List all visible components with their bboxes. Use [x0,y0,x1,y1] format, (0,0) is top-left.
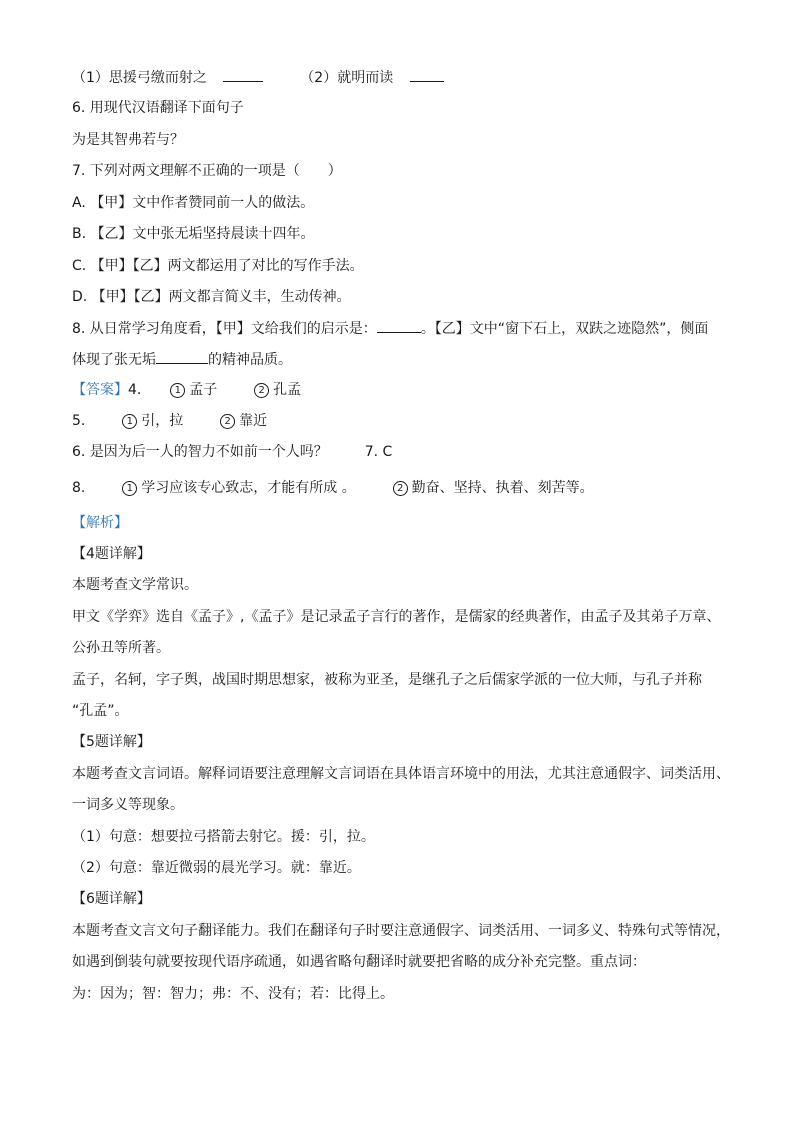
detail-5-title: 【5题详解】 [72,734,151,750]
detail-6-line: 如遇到倒装句就要按现代语序疏通，如遇省略句翻译时就要把省略的成分补充完整。重点词： [72,954,646,970]
detail-6-line: 为：因为；智：智力；弗：不、没有；若：比得上。 [72,986,394,1002]
answer-6: 6. 是因为后一人的智力不如前一个人吗？ [72,444,328,460]
circled-number-2: 2 [393,481,408,496]
answer-line-6-7 [72,441,734,463]
q7-option-b: B. 【乙】文中张无垢坚持晨读十四年。 [72,226,315,242]
answer-4-1: 孟子 [189,382,218,398]
q7-prompt: 7. 下列对两文理解不正确的一项是（ ） [72,163,342,179]
q5-item-1: （1）思援弓缴而射之 [72,70,207,86]
answer-blank [156,348,208,364]
answer-8-prefix: 8. [72,480,86,496]
q7-option-a: A. 【甲】文中作者赞同前一人的做法。 [72,195,315,211]
circled-number-1: 1 [122,414,137,429]
circled-number-2: 2 [220,414,235,429]
answer-blank [410,66,444,82]
circled-number-2: 2 [254,383,269,398]
answer-8-2: 勤奋、坚持、执着、刻苦等。 [411,480,594,496]
q6-prompt: 6. 用现代汉语翻译下面句子 [72,100,244,116]
detail-4-line: 甲文《学弈》选自《孟子》,《孟子》是记录孟子言行的著作，是儒家的经典著作，由孟子及其弟子万章、 [72,609,721,625]
q5-item-2: （2）就明而读 [300,70,394,86]
q8-part-2: 。【乙】文中“窗下石上，双趺之迹隐然”，侧面 [420,321,709,337]
detail-4-line: 孟子，名轲，字子舆，战国时期思想家，被称为亚圣，是继孔子之后儒家学派的一位大师，与孔子并称 [72,672,702,688]
answer-line-4 [72,379,734,401]
detail-4-line: “孔孟”。 [72,703,129,719]
circled-number-1: 1 [122,481,137,496]
q7-option-d: D. 【甲】【乙】两文都言简义丰，生动传神。 [72,289,351,305]
detail-5-line: （2）句意：靠近微弱的晨光学习。就：靠近。 [72,860,361,876]
answer-4-prefix: 4. [128,382,142,398]
answer-5-prefix: 5. [72,413,86,429]
answer-8-1: 学习应该专心致志，才能有所成 。 [141,480,356,496]
detail-6-title: 【6题详解】 [72,891,151,907]
q8-part-4: 的精神品质。 [208,352,292,368]
q8-line-1 [72,317,734,339]
q5-items-line [72,66,734,88]
answer-4-2: 孔孟 [273,382,302,398]
detail-6-line: 本题考查文言文句子翻译能力。我们在翻译句子时要注意通假字、词类活用、一词多义、特殊句式等情况， [72,923,730,939]
detail-5-line: 本题考查文言词语。解释词语要注意理解文言词语在具体语言环境中的用法，尤其注意通假字、词类活用、 [72,766,730,782]
q6-sentence: 为是其智弗若与？ [72,132,184,148]
answer-blank [377,317,421,333]
detail-4-line: 本题考查文学常识。 [72,577,198,593]
detail-4-line: 公孙丑等所著。 [72,640,170,656]
answer-line-8 [72,477,734,499]
detail-4-title: 【4题详解】 [72,546,151,562]
answer-label: 【答案】 [72,382,128,398]
answer-line-5 [72,410,734,432]
detail-5-line: （1）句意：想要拉弓搭箭去射它。援：引，拉。 [72,829,375,845]
q8-part-1: 8. 从日常学习角度看，【甲】文给我们的启示是： [72,321,377,337]
q8-part-3: 体现了张无垢 [72,352,156,368]
answer-5-2: 靠近 [239,413,268,429]
q8-line-2 [72,348,734,370]
answer-5-1: 引，拉 [141,413,184,429]
answer-7: 7. C [364,444,393,460]
detail-5-line: 一词多义等现象。 [72,797,184,813]
analysis-label: 【解析】 [72,515,128,531]
answer-blank [223,66,263,82]
circled-number-1: 1 [170,383,185,398]
q7-option-c: C. 【甲】【乙】两文都运用了对比的写作手法。 [72,258,364,274]
